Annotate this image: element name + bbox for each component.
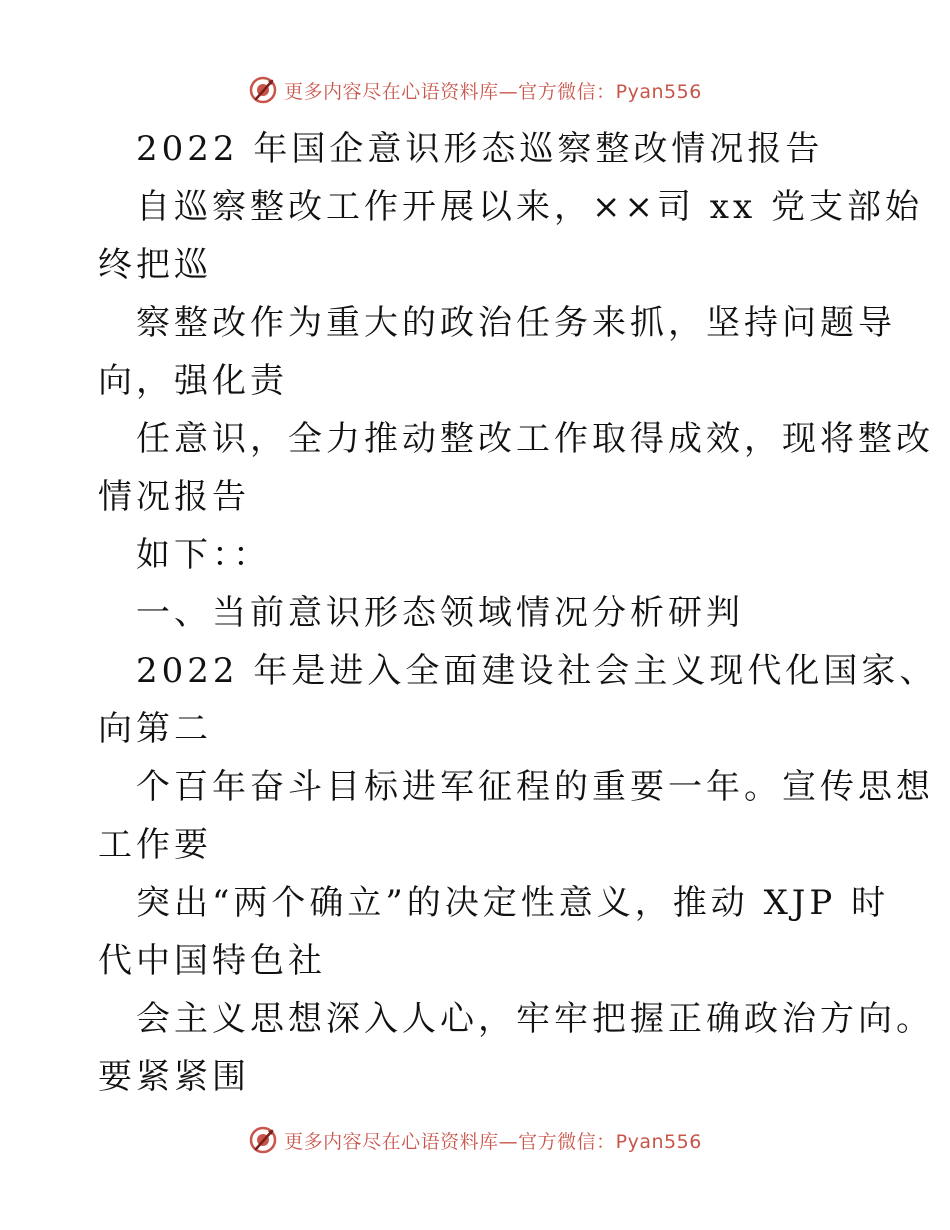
document-line: 个百年奋斗目标进军征程的重要一年。宣传思想 <box>136 767 934 807</box>
document-line: 自巡察整改工作开展以来，××司 xx 党支部始 <box>136 187 923 227</box>
watermark-text: 更多内容尽在心语资料库—官方微信：Pyan556 <box>284 1130 702 1153</box>
watermark-header <box>0 70 950 110</box>
document-line: 察整改作为重大的政治任务来抓，坚持问题导 <box>136 303 896 343</box>
document-line: 终把巡 <box>98 245 212 285</box>
document-line: 代中国特色社 <box>98 941 326 981</box>
document-line: 情况报告 <box>98 477 250 517</box>
document-line: 要紧紧围 <box>98 1057 250 1097</box>
document-body <box>98 120 938 1106</box>
document-line: 向，强化责 <box>98 361 288 401</box>
quill-seal-icon <box>248 1125 278 1155</box>
quill-seal-icon <box>248 75 278 105</box>
document-line: 会主义思想深入人心，牢牢把握正确政治方向。 <box>136 999 934 1039</box>
document-line: 突出“两个确立”的决定性意义，推动 XJP 时 <box>136 883 890 923</box>
document-line: 如下：： <box>136 535 271 575</box>
document-line: 2022 年是进入全面建设社会主义现代化国家、 <box>136 651 938 691</box>
document-line: 任意识，全力推动整改工作取得成效，现将整改 <box>136 419 934 459</box>
document-line: 工作要 <box>98 825 212 865</box>
document-line: 一、当前意识形态领域情况分析研判 <box>136 593 744 633</box>
watermark-text: 更多内容尽在心语资料库—官方微信：Pyan556 <box>284 80 702 103</box>
document-line: 向第二 <box>98 709 212 749</box>
watermark-footer <box>0 1120 950 1160</box>
document-line: 2022 年国企意识形态巡察整改情况报告 <box>136 129 824 169</box>
